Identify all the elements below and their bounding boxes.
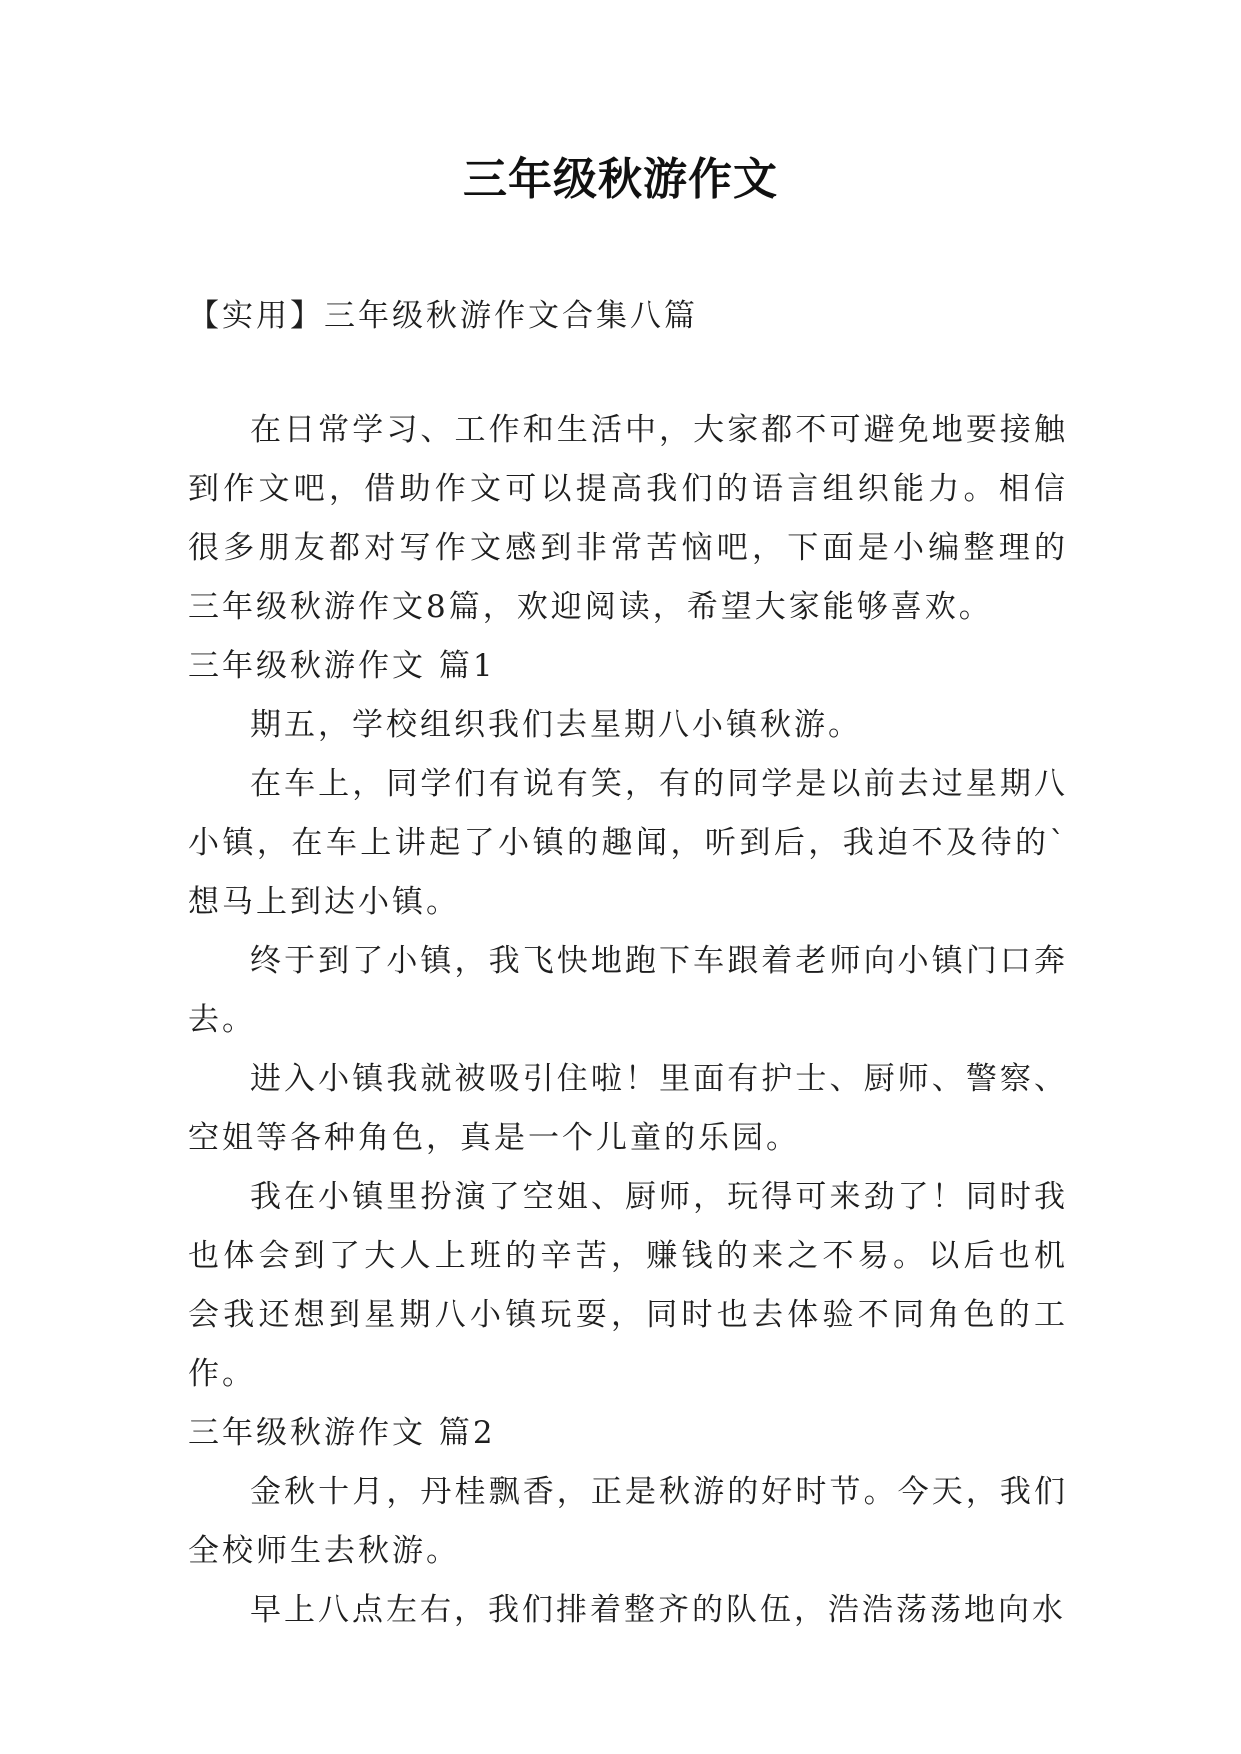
paragraph: 进入小镇我就被吸引住啦！里面有护士、厨师、警察、空姐等各种角色，真是一个儿童的乐园。 <box>188 1061 1068 1156</box>
document-body <box>188 287 1068 1640</box>
paragraph: 早上八点左右，我们排着整齐的队伍，浩浩荡荡地向水 <box>250 1592 1066 1628</box>
intro-paragraph: 在日常学习、工作和生活中，大家都不可避免地要接触到作文吧，借助作文可以提高我们的语言组织能力。相信很多朋友都对写作文感到非常苦恼吧，下面是小编整理的三年级秋游作文8篇，欢迎阅读，希望大家能够喜欢。 <box>188 412 1068 625</box>
paragraph: 金秋十月，丹桂飘香，正是秋游的好时节。今天，我们全校师生去秋游。 <box>188 1474 1068 1569</box>
section-heading: 三年级秋游作文 篇2 <box>188 1415 496 1451</box>
paragraph: 在车上，同学们有说有笑，有的同学是以前去过星期八小镇，在车上讲起了小镇的趣闻，听到后，我迫不及待的`想马上到达小镇。 <box>188 766 1068 920</box>
document-subtitle: 【实用】三年级秋游作文合集八篇 <box>188 298 698 334</box>
section-heading: 三年级秋游作文 篇1 <box>188 648 496 684</box>
paragraph: 期五，学校组织我们去星期八小镇秋游。 <box>250 707 862 743</box>
paragraph: 终于到了小镇，我飞快地跑下车跟着老师向小镇门口奔去。 <box>188 943 1068 1038</box>
paragraph: 我在小镇里扮演了空姐、厨师，玩得可来劲了！同时我也体会到了大人上班的辛苦，赚钱的来之不易。以后也机会我还想到星期八小镇玩耍，同时也去体验不同角色的工作。 <box>188 1179 1068 1392</box>
page-title: 三年级秋游作文 <box>463 154 778 205</box>
